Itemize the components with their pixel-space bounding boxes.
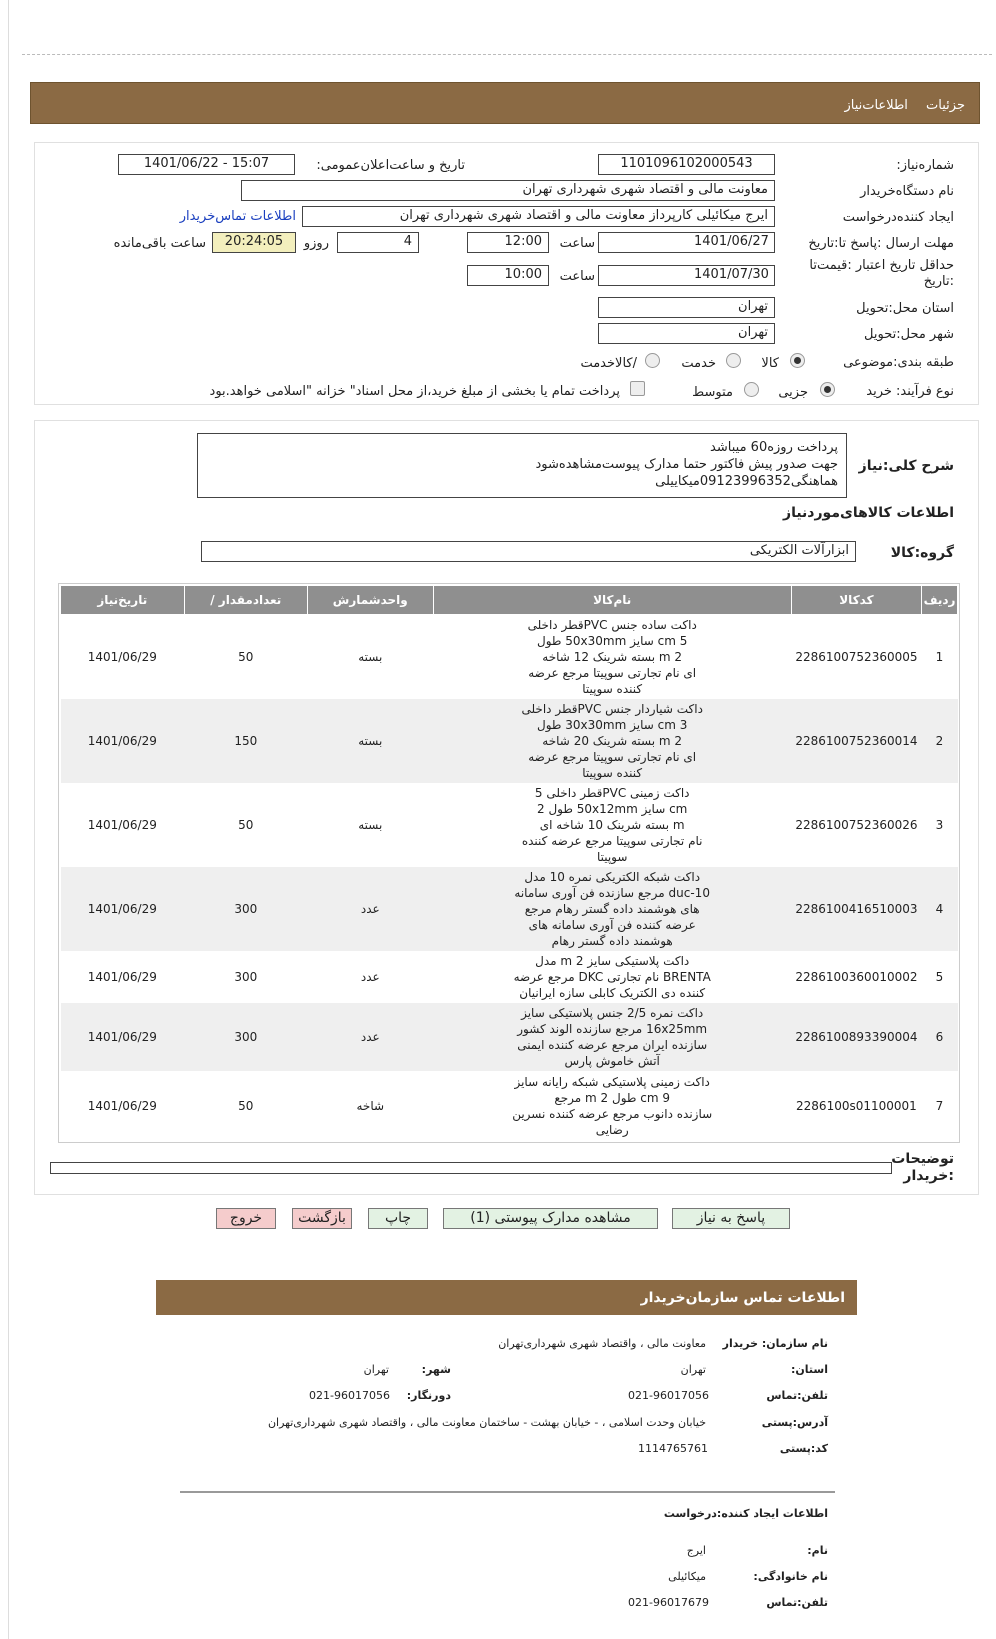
cell-name-line: 16x25mm مرجع سازنده الوند کشور xyxy=(517,1022,708,1036)
category-both-label: /کالاخدمت xyxy=(580,356,637,371)
contact-province-label: استان: xyxy=(791,1363,828,1376)
cell-qty: 50 xyxy=(184,783,307,867)
cell-name-line: سازنده ایران مرجع عرضه کننده ایمنی xyxy=(517,1038,708,1052)
cell-date: 1401/06/29 xyxy=(61,867,185,951)
col-code: کدکالا xyxy=(791,586,921,615)
cell-name xyxy=(433,951,791,1003)
buyer-contact-heading: اطلاعات تماس سازمان‌خریدار xyxy=(156,1280,857,1315)
cell-row: 3 xyxy=(922,783,958,867)
cell-name-line: داکت شیاردار جنس PVCقطر داخلی xyxy=(521,702,703,716)
deadline-label: مهلت ارسال :پاسخ تا:تاریخ xyxy=(808,236,954,251)
cell-date: 1401/06/29 xyxy=(61,1003,185,1071)
validity-time-label: ساعت xyxy=(559,269,595,284)
goods-group-field: ابزارآلات الکتریکی xyxy=(201,541,856,562)
city-label: شهر محل:تحویل xyxy=(864,327,954,342)
cell-code: 2286100752360014 xyxy=(791,699,921,783)
reply-button[interactable]: پاسخ به نیاز xyxy=(672,1208,790,1229)
contact-separator xyxy=(180,1491,835,1493)
creator-field: ایرج میکائیلی کارپرداز معاونت مالی و اقتصاد شهری شهرداری تهران xyxy=(302,206,775,227)
cell-name-line: سوپیتا xyxy=(596,850,628,864)
cell-code: 2286100752360026 xyxy=(791,783,921,867)
creator-name-label: نام: xyxy=(807,1544,828,1557)
treasury-payment-checkbox[interactable] xyxy=(630,381,645,396)
col-unit: واحدشمارش xyxy=(308,586,434,615)
table-row xyxy=(61,1071,958,1140)
creator-phone-value: 021-96017679 xyxy=(628,1596,709,1609)
contact-phone-label: تلفن:تماس xyxy=(766,1389,828,1402)
category-goods-label: کالا xyxy=(761,356,779,371)
cell-name-line: 5 cm سایز 50x30mm طول xyxy=(536,634,688,648)
cell-unit: بسته xyxy=(308,699,434,783)
cell-name-line: کننده دی الکتریک کابلی سازه ایرانیان xyxy=(519,986,706,1000)
cell-name-line: داکت زمینی پلاستیکی شبکه رایانه سایز xyxy=(514,1074,710,1089)
buyer-notes-label: توضیحات :خریدار xyxy=(891,1151,954,1184)
category-service-label: خدمت xyxy=(681,356,716,371)
days-label: روزو xyxy=(303,236,329,251)
contact-phone-value: 021-96017056 xyxy=(628,1389,709,1402)
category-goods-radio[interactable] xyxy=(790,353,805,368)
cell-unit: شاخه xyxy=(308,1071,434,1140)
cell-name-line: 2 m بسته شرینک 20 شاخه xyxy=(542,734,683,748)
goods-group-label: گروه:کالا xyxy=(890,545,954,561)
cell-unit: عدد xyxy=(308,951,434,1003)
cell-row: 1 xyxy=(922,615,958,700)
fax-label: دورنگار: xyxy=(406,1389,451,1402)
top-divider xyxy=(22,54,992,55)
cell-qty: 300 xyxy=(184,1003,307,1071)
cell-name-line: سازنده دانوب مرجع عرضه کننده نسرین xyxy=(512,1106,713,1121)
table-row xyxy=(61,1003,958,1071)
cell-name xyxy=(433,783,791,867)
col-date: تاریخ‌نیاز xyxy=(61,586,185,615)
cell-name-line: 9 cm طول 2 m مرجع xyxy=(554,1090,671,1105)
cell-unit: عدد xyxy=(308,867,434,951)
address-value: خیابان وحدت اسلامی ، - خیابان بهشت - ساختمان معاونت مالی ، واقتصاد شهری شهرداری‌تهران xyxy=(267,1416,706,1429)
table-row xyxy=(61,783,958,867)
view-attachments-button[interactable]: مشاهده مدارک پیوستی (1) xyxy=(443,1208,658,1229)
buyer-notes-field xyxy=(50,1162,892,1174)
category-service-radio[interactable] xyxy=(726,353,741,368)
fax-value: 021-96017056 xyxy=(309,1389,390,1402)
cell-name-line: کننده سوپیتا xyxy=(582,682,643,696)
table-row xyxy=(61,867,958,951)
creator-info-heading: اطلاعات ایجاد کننده:درخواست xyxy=(663,1507,828,1520)
cell-name xyxy=(433,867,791,951)
cell-row: 6 xyxy=(922,1003,958,1071)
cell-name-line: نام تجارتی سوپیتا مرجع عرضه کننده xyxy=(521,834,703,848)
cell-unit: بسته xyxy=(308,783,434,867)
col-row: ردیف xyxy=(922,586,958,615)
cell-name-line: های هوشمند داده گستر رهام مرجع xyxy=(524,902,700,916)
announce-field: 1401/06/22 - 15:07 xyxy=(118,154,295,175)
cell-name-line: داکت نمره 2/5 جنس پلاستیکی سایز xyxy=(521,1006,704,1020)
cell-code: 2286100s01100001 xyxy=(791,1071,921,1140)
breadcrumb xyxy=(30,82,980,124)
cell-unit: عدد xyxy=(308,1003,434,1071)
col-qty: / تعدادمقدار xyxy=(184,586,307,615)
postal-label: کد:پستی xyxy=(779,1442,828,1455)
print-button[interactable]: چاپ xyxy=(368,1208,428,1229)
org-label: نام سازمان: خریدار xyxy=(722,1337,828,1350)
col-name: نام‌کالا xyxy=(433,586,791,615)
goods-info-heading: اطلاعات کالاهای‌موردنیاز xyxy=(783,505,954,521)
creator-name-value: ایرج xyxy=(686,1544,706,1557)
cell-name-line: رضایی xyxy=(595,1122,629,1137)
creator-family-value: میکائیلی xyxy=(668,1570,706,1583)
cell-name-line: داکت پلاستیکی سایز 2 m مدل xyxy=(535,954,690,968)
cell-name-line: cm سایز 50x12mm طول 2 xyxy=(536,802,688,816)
treasury-payment-note: پرداخت تمام یا بخشی از مبلغ خرید،از محل اسناد" خزانه "اسلامی خواهد.بود xyxy=(209,384,620,399)
table-row xyxy=(61,699,958,783)
category-both-radio[interactable] xyxy=(645,353,660,368)
cell-code: 2286100752360005 xyxy=(791,615,921,700)
postal-value: 1114765761 xyxy=(638,1442,708,1455)
cell-name-line: 2 m بسته شرینک 12 شاخه xyxy=(542,650,683,664)
back-button[interactable]: بازگشت xyxy=(292,1208,352,1229)
announce-label: تاریخ و ساعت‌اعلان‌عمومی: xyxy=(316,158,465,173)
deadline-time-field: 12:00 xyxy=(467,232,549,253)
city-field: تهران xyxy=(598,323,775,344)
cell-code: 2286100416510003 xyxy=(791,867,921,951)
cell-date: 1401/06/29 xyxy=(61,699,185,783)
cell-qty: 50 xyxy=(184,615,307,700)
page-left-border xyxy=(8,0,9,1639)
province-label: استان محل:تحویل xyxy=(856,301,954,316)
items-table-body xyxy=(61,615,958,1141)
cell-date: 1401/06/29 xyxy=(61,951,185,1003)
buyer-contact-link[interactable]: اطلاعات تماس‌خریدار xyxy=(179,209,296,224)
creator-label: ایجاد کننده‌درخواست xyxy=(842,210,954,225)
need-number-field: 1101096102000543 xyxy=(598,154,775,175)
cell-qty: 150 xyxy=(184,699,307,783)
creator-phone-label: تلفن:تماس xyxy=(766,1596,828,1609)
deadline-time-label: ساعت xyxy=(559,236,595,251)
cell-date: 1401/06/29 xyxy=(61,783,185,867)
process-partial-label: جزیی xyxy=(778,385,808,400)
table-row xyxy=(61,951,958,1003)
cell-name-line: BRENTA نام تجارتی DKC مرجع عرضه xyxy=(513,970,711,984)
province-field: تهران xyxy=(598,297,775,318)
description-line-1: پرداخت روزه60 میباشد xyxy=(710,440,838,455)
cell-row: 5 xyxy=(922,951,958,1003)
cell-name-line: duc-10 مرجع سازنده فن آوری سامانه xyxy=(514,886,710,900)
days-field: 4 xyxy=(337,232,419,253)
cell-name-line: آتش خاموش پارس xyxy=(564,1054,660,1068)
cell-date: 1401/06/29 xyxy=(61,615,185,700)
cell-code: 2286100360010002 xyxy=(791,951,921,1003)
validity-date-field: 1401/07/30 xyxy=(598,265,775,286)
cell-name xyxy=(433,1071,791,1140)
process-partial-radio[interactable] xyxy=(820,382,835,397)
items-table-header xyxy=(61,586,958,615)
need-number-label: شماره‌نیاز: xyxy=(896,158,954,173)
deadline-date-field: 1401/06/27 xyxy=(598,232,775,253)
validity-label: حداقل تاریخ اعتبار :قیمت‌تا :تاریخ xyxy=(809,258,954,289)
cell-name-line: ای نام تجارتی سوپیتا مرجع عرضه xyxy=(528,666,697,680)
exit-button[interactable]: خروج xyxy=(216,1208,276,1229)
process-label: نوع فرآیند: خرید xyxy=(866,384,954,399)
cell-name xyxy=(433,615,791,700)
breadcrumb-details[interactable]: جزئیات xyxy=(926,98,965,113)
buyer-field: معاونت مالی و اقتصاد شهری شهرداری تهران xyxy=(241,180,775,201)
cell-name-line: داکت ساده جنس PVCقطر داخلی xyxy=(527,618,697,632)
cell-date: 1401/06/29 xyxy=(61,1071,185,1140)
address-label: آدرس:پستی xyxy=(761,1416,828,1429)
contact-city-label: شهر: xyxy=(421,1363,451,1376)
description-box xyxy=(197,433,847,498)
description-line-2: جهت صدور پیش فاکتور حتما مدارک پیوست‌مشاهده‌شود xyxy=(535,457,838,472)
cell-name-line: کننده سوپیتا xyxy=(582,766,643,780)
contact-province-value: تهران xyxy=(680,1363,706,1376)
remaining-time-field: 20:24:05 xyxy=(212,232,296,253)
cell-name-line: داکت زمینی PVCقطر داخلی 5 xyxy=(534,786,690,800)
cell-name-line: عرضه کننده فن آوری سامانه های xyxy=(528,918,696,932)
cell-row: 4 xyxy=(922,867,958,951)
process-medium-radio[interactable] xyxy=(744,382,759,397)
cell-code: 2286100893390004 xyxy=(791,1003,921,1071)
cell-name-line: m بسته شرینک 10 شاخه ای xyxy=(539,818,685,832)
table-row xyxy=(61,615,958,700)
description-line-3: هماهنگی09123996352میکاییلی xyxy=(655,474,838,489)
validity-time-field: 10:00 xyxy=(467,265,549,286)
cell-row: 7 xyxy=(922,1071,958,1140)
cell-name-line: داکت شبکه الکتریکی نمره 10 مدل xyxy=(524,870,701,884)
remaining-time-label: ساعت باقی‌مانده xyxy=(113,236,206,251)
cell-name-line: 3 cm سایز 30x30mm طول xyxy=(536,718,688,732)
cell-name-line: ای نام تجارتی سوپیتا مرجع عرضه xyxy=(528,750,697,764)
org-value: معاونت مالی ، واقتصاد شهری شهرداری‌تهران xyxy=(498,1337,706,1350)
breadcrumb-need-info[interactable]: اطلاعات‌نیاز xyxy=(844,98,908,113)
cell-name xyxy=(433,699,791,783)
process-medium-label: متوسط xyxy=(692,385,733,400)
cell-unit: بسته xyxy=(308,615,434,700)
cell-qty: 50 xyxy=(184,1071,307,1140)
cell-qty: 300 xyxy=(184,951,307,1003)
contact-city-value: تهران xyxy=(363,1363,389,1376)
cell-row: 2 xyxy=(922,699,958,783)
cell-name xyxy=(433,1003,791,1071)
items-table xyxy=(60,585,958,1140)
category-label: طبقه بندی:موضوعی xyxy=(843,355,954,370)
creator-family-label: نام خانوادگی: xyxy=(753,1570,828,1583)
cell-qty: 300 xyxy=(184,867,307,951)
description-label: شرح کلی:نیاز xyxy=(858,458,954,474)
buyer-label: نام دستگاه‌خریدار xyxy=(860,184,954,199)
cell-name-line: هوشمند داده گستر رهام xyxy=(551,934,673,948)
